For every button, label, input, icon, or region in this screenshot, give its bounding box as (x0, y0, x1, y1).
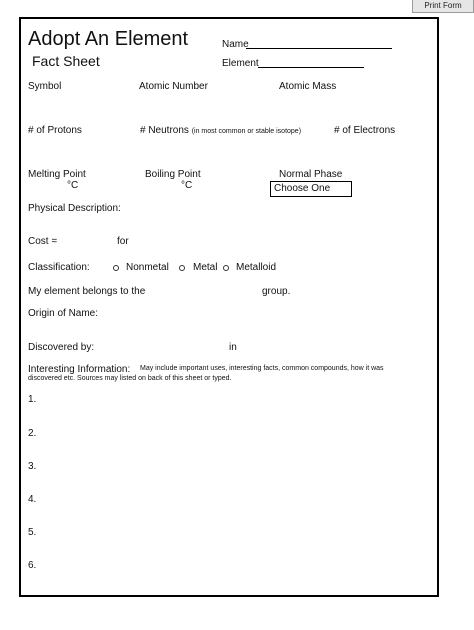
interesting-info-note-2: discovered etc. Sources may listed on back of this sheet or typed. (28, 375, 232, 382)
cost-for-label: for (117, 236, 129, 247)
item-number-4: 4. (28, 494, 37, 505)
cost-label: Cost = (28, 236, 58, 247)
element-field[interactable] (258, 67, 364, 68)
boiling-unit: °C (181, 180, 193, 191)
classification-label: Classification: (28, 262, 90, 273)
interesting-info-note-1: May include important uses, interesting facts, common compounds, how it was (140, 365, 384, 372)
radio-metalloid[interactable] (223, 265, 229, 271)
print-form-button[interactable]: Print Form (412, 0, 474, 13)
fact-sheet-frame (19, 17, 439, 597)
item-number-1: 1. (28, 394, 37, 405)
nonmetal-option-label: Nonmetal (126, 262, 169, 273)
origin-label: Origin of Name: (28, 308, 99, 319)
discovered-by-label: Discovered by: (28, 342, 95, 353)
neutrons-label-text: # Neutrons (140, 125, 189, 136)
element-label: Element (222, 58, 259, 69)
neutrons-label (140, 125, 301, 136)
atomic-number-label: Atomic Number (139, 81, 208, 92)
item-number-6: 6. (28, 560, 37, 571)
neutrons-note: (in most common or stable isotope) (191, 128, 302, 135)
discovered-in-label: in (229, 342, 237, 353)
item-number-5: 5. (28, 527, 37, 538)
name-field[interactable] (246, 48, 392, 49)
melting-point-label: Melting Point (28, 169, 86, 180)
protons-label: # of Protons (28, 125, 82, 136)
item-number-2: 2. (28, 428, 37, 439)
interesting-info-label: Interesting Information: (28, 364, 131, 375)
physical-description-label: Physical Description: (28, 203, 121, 214)
page-subtitle: Fact Sheet (32, 53, 100, 69)
item-number-3: 3. (28, 461, 37, 472)
atomic-mass-label: Atomic Mass (279, 81, 337, 92)
name-label: Name (222, 39, 249, 50)
metal-option-label: Metal (193, 262, 218, 273)
phase-select[interactable]: Choose One (270, 181, 352, 197)
radio-metal[interactable] (179, 265, 185, 271)
normal-phase-label: Normal Phase (279, 169, 343, 180)
group-suffix-label: group. (262, 286, 291, 297)
electrons-label: # of Electrons (334, 125, 396, 136)
page-title: Adopt An Element (28, 28, 189, 50)
boiling-point-label: Boiling Point (145, 169, 201, 180)
radio-nonmetal[interactable] (113, 265, 119, 271)
group-prefix-label: My element belongs to the (28, 286, 146, 297)
metalloid-option-label: Metalloid (236, 262, 277, 273)
melting-unit: °C (67, 180, 79, 191)
symbol-label: Symbol (28, 81, 62, 92)
